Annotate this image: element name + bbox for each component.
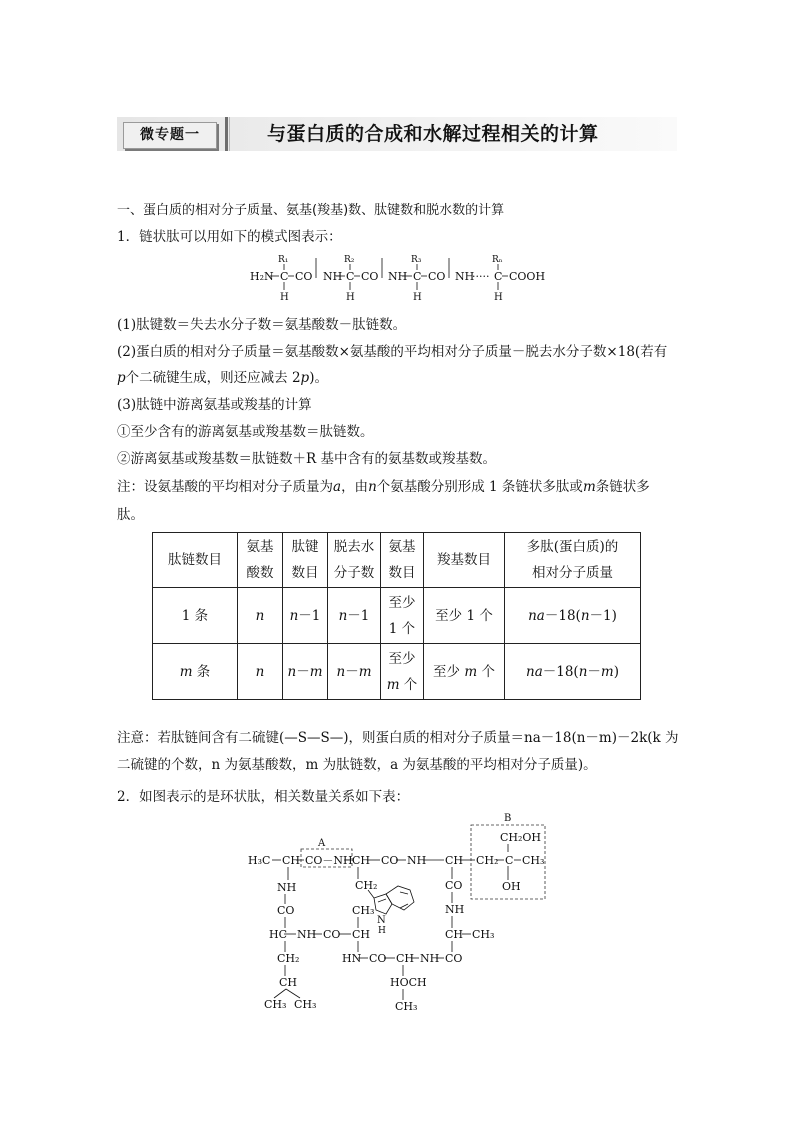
svg-text:HC: HC bbox=[269, 928, 288, 941]
paragraph: ①至少含有的游离氨基或羧基数＝肽链数。 bbox=[117, 424, 374, 440]
peptide-bond-a: CO－NH bbox=[305, 854, 353, 867]
svg-text:CH: CH bbox=[445, 928, 464, 941]
svg-text:CH: CH bbox=[282, 854, 301, 867]
table-row bbox=[153, 644, 641, 700]
svg-text:CH₃: CH₃ bbox=[352, 904, 375, 917]
svg-text:CH: CH bbox=[352, 928, 371, 941]
svg-text:CH: CH bbox=[445, 854, 464, 867]
table-header-cell: 肽键 数目 bbox=[283, 533, 328, 588]
formula-nh: NH bbox=[455, 270, 475, 283]
table-header-cell: 多肽(蛋白质)的 相对分子质量 bbox=[505, 533, 641, 588]
paragraph: ②游离氨基或羧基数＝肽链数＋R 基中含有的氨基数或羧基数。 bbox=[117, 451, 496, 467]
svg-text:CH₃: CH₃ bbox=[294, 998, 317, 1011]
table-cell: n bbox=[238, 588, 283, 644]
r-label: Rₙ bbox=[492, 255, 503, 265]
formula-co: CO bbox=[295, 270, 313, 283]
table-row bbox=[153, 588, 641, 644]
table-cell: m 条 bbox=[153, 644, 238, 700]
r-label: R₂ bbox=[344, 255, 355, 265]
svg-text:N: N bbox=[377, 915, 386, 926]
svg-text:CO: CO bbox=[369, 952, 387, 965]
formula-nh: NH bbox=[323, 270, 343, 283]
paragraph: (1)肽键数＝失去水分子数＝氨基酸数－肽链数。 bbox=[117, 317, 407, 333]
h-label: H bbox=[413, 292, 422, 303]
svg-text:CH₃: CH₃ bbox=[522, 854, 545, 867]
h-label: H bbox=[494, 292, 503, 303]
table-cell: n bbox=[238, 644, 283, 700]
svg-text:NH: NH bbox=[297, 928, 317, 941]
formula-c: C bbox=[413, 270, 422, 283]
table-header-cell: 肽链数目 bbox=[153, 533, 238, 588]
svg-text:CO: CO bbox=[381, 854, 399, 867]
svg-text:H: H bbox=[378, 926, 386, 936]
svg-text:CO: CO bbox=[277, 904, 295, 917]
table-header-cell: 脱去水 分子数 bbox=[328, 533, 381, 588]
table-cell: n－m bbox=[328, 644, 381, 700]
table-cell: n－1 bbox=[328, 588, 381, 644]
svg-text:C: C bbox=[505, 854, 514, 867]
table-cell: 至少 1 个 bbox=[424, 588, 505, 644]
table-header-cell: 氨基 酸数 bbox=[238, 533, 283, 588]
divider bbox=[229, 117, 230, 151]
table-header-row bbox=[153, 533, 641, 588]
peptide-table bbox=[152, 532, 641, 700]
topic-tag: 微专题一 bbox=[123, 122, 217, 149]
paragraph: 2．如图表示的是环状肽，相关数量关系如下表： bbox=[117, 789, 410, 805]
header-banner bbox=[117, 117, 677, 151]
divider bbox=[225, 117, 228, 151]
table-cell: na－18(n－m) bbox=[505, 644, 641, 700]
svg-text:NH: NH bbox=[445, 903, 465, 916]
table-cell: n－1 bbox=[283, 588, 328, 644]
table-cell: n－m bbox=[283, 644, 328, 700]
table-cell: 1 条 bbox=[153, 588, 238, 644]
cyclic-peptide-diagram bbox=[240, 810, 560, 1015]
svg-text:CO: CO bbox=[445, 952, 463, 965]
svg-text:CO: CO bbox=[445, 879, 463, 892]
svg-text:CH₂OH: CH₂OH bbox=[500, 831, 542, 844]
label-b: B bbox=[504, 813, 512, 824]
paragraph: (3)肽链中游离氨基或羧基的计算 bbox=[117, 397, 312, 413]
svg-text:CH: CH bbox=[396, 952, 415, 965]
formula-co: CO bbox=[361, 270, 379, 283]
svg-text:CH₂: CH₂ bbox=[476, 854, 499, 867]
note-line: 注意：若肽链间含有二硫键(—S—S—)，则蛋白质的相对分子质量＝na－18(n－m)－2k(k 为 bbox=[117, 730, 679, 746]
var-p: p bbox=[117, 370, 126, 386]
formula-ellipsis: ····· bbox=[472, 270, 490, 283]
r-label: R₃ bbox=[411, 255, 422, 265]
svg-text:CO: CO bbox=[323, 928, 341, 941]
formula-h2n: H₂N bbox=[250, 270, 274, 283]
r-label: R₁ bbox=[278, 255, 289, 265]
table-header-cell: 羧基数目 bbox=[424, 533, 505, 588]
note-line: 肽。 bbox=[117, 507, 144, 523]
h-label: H bbox=[280, 292, 289, 303]
h3c-group: H₃C bbox=[248, 854, 271, 867]
svg-text:NH: NH bbox=[420, 952, 440, 965]
table-cell: 至少 m 个 bbox=[424, 644, 505, 700]
table-cell: na－18(n－1) bbox=[505, 588, 641, 644]
svg-text:NH: NH bbox=[277, 881, 297, 894]
svg-text:HOCH: HOCH bbox=[390, 976, 427, 989]
label-a: A bbox=[318, 838, 326, 849]
section-heading: 一、蛋白质的相对分子质量、氨基(羧基)数、肽键数和脱水数的计算 bbox=[117, 203, 505, 218]
note-line: 注：设氨基酸的平均相对分子质量为a，由n个氨基酸分别形成 1 条链状多肽或m条链状多 bbox=[117, 479, 650, 495]
formula-co: CO bbox=[428, 270, 446, 283]
h-label: H bbox=[346, 292, 355, 303]
svg-text:CH₃: CH₃ bbox=[395, 1000, 418, 1013]
table-header-cell: 氨基 数目 bbox=[381, 533, 424, 588]
svg-text:CH₂: CH₂ bbox=[355, 879, 378, 892]
note-line: 二硫键的个数，n 为氨基酸数，m 为肽链数，a 为氨基酸的平均相对分子质量)。 bbox=[117, 757, 597, 773]
paragraph: p个二硫键生成，则还应减去 2p)。 bbox=[117, 370, 328, 386]
svg-text:CH₂: CH₂ bbox=[277, 952, 300, 965]
paragraph: 1．链状肽可以用如下的模式图表示： bbox=[117, 229, 342, 245]
formula-c: C bbox=[280, 270, 289, 283]
formula-cooh: COOH bbox=[509, 270, 546, 283]
page-title: 与蛋白质的合成和水解过程相关的计算 bbox=[267, 123, 599, 145]
svg-text:CH: CH bbox=[279, 976, 298, 989]
svg-text:NH: NH bbox=[407, 854, 427, 867]
svg-text:HN: HN bbox=[342, 952, 362, 965]
formula-c: C bbox=[494, 270, 503, 283]
table-cell: 至少 m 个 bbox=[381, 644, 424, 700]
svg-text:OH: OH bbox=[502, 880, 521, 893]
formula-c: C bbox=[346, 270, 355, 283]
svg-text:CH₃: CH₃ bbox=[264, 998, 287, 1011]
linear-peptide-formula bbox=[240, 250, 560, 306]
formula-nh: NH bbox=[388, 270, 408, 283]
paragraph: (2)蛋白质的相对分子质量＝氨基酸数×氨基酸的平均相对分子质量－脱去水分子数×18(若有 bbox=[117, 344, 668, 360]
table-cell: 至少 1 个 bbox=[381, 588, 424, 644]
svg-text:CH: CH bbox=[352, 854, 371, 867]
svg-text:CH₃: CH₃ bbox=[472, 928, 495, 941]
